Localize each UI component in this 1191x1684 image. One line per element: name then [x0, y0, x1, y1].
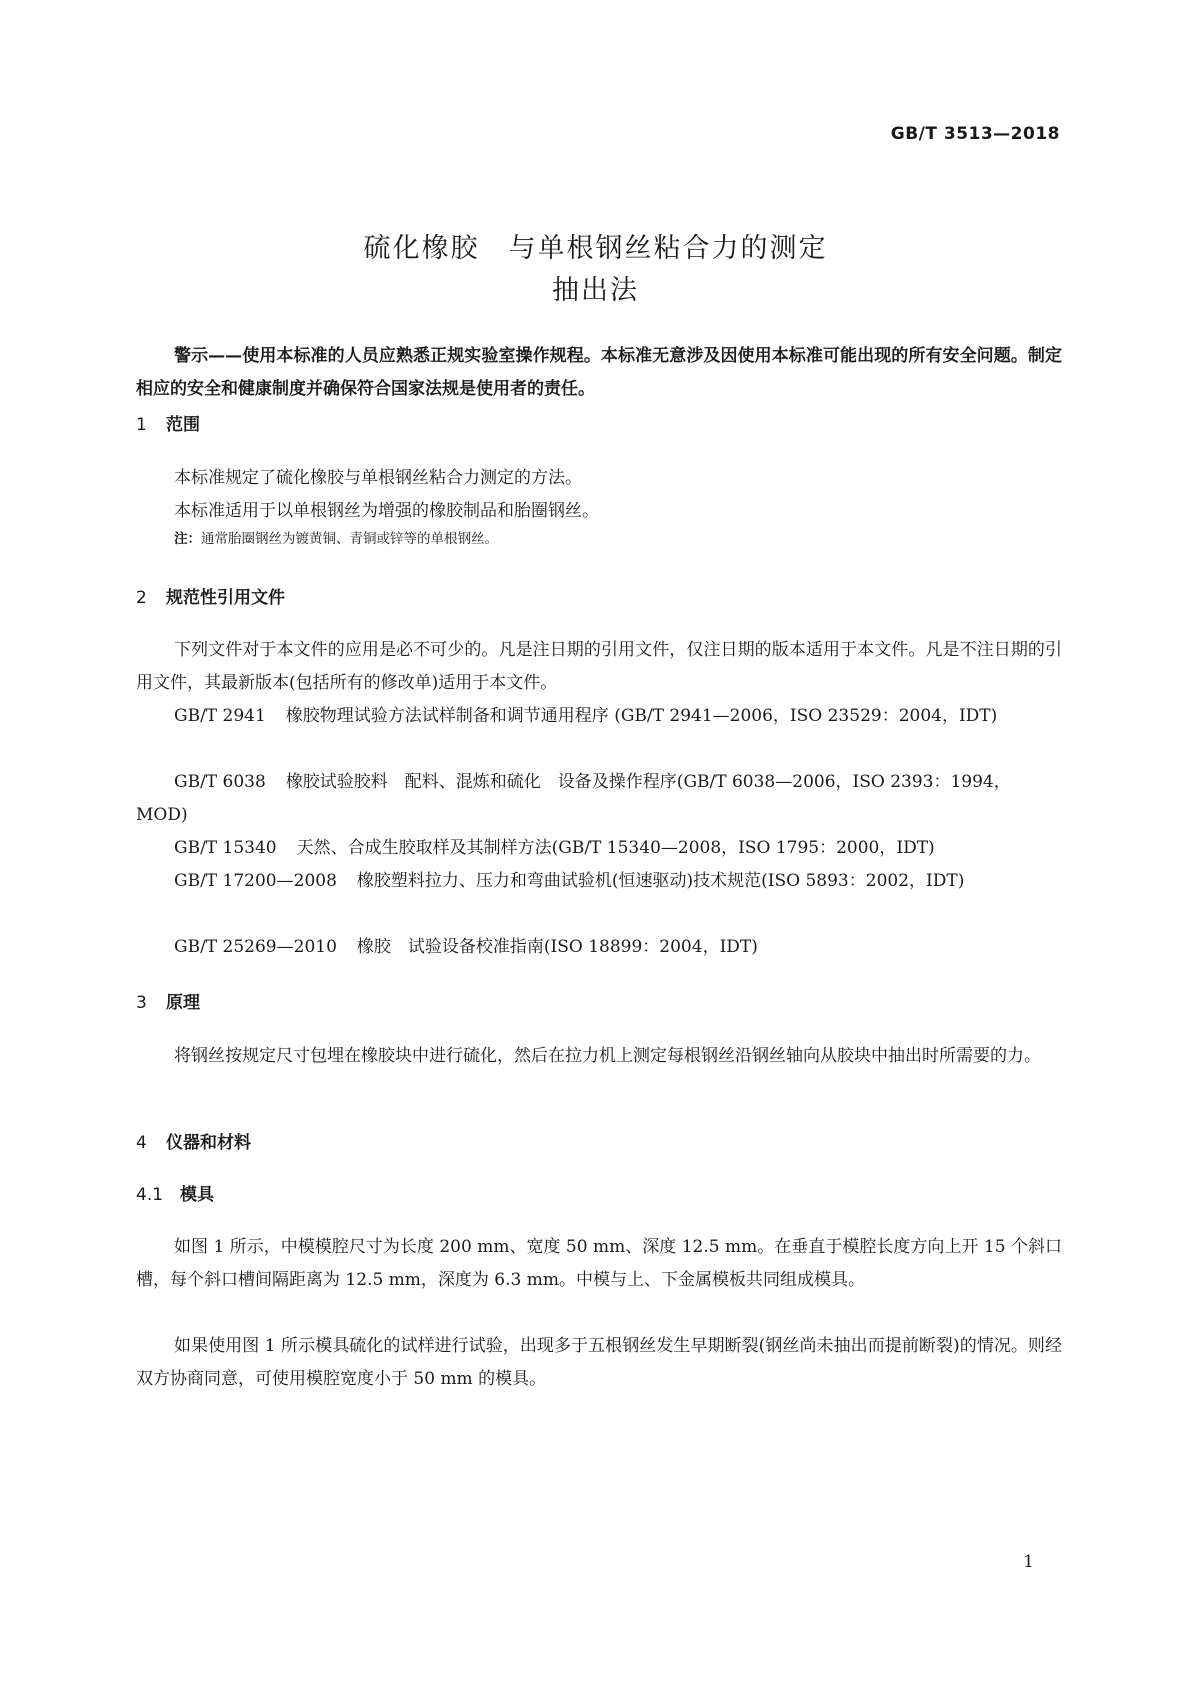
reference-text: 橡胶 试验设备校准指南(ISO 18899：2004，IDT) [356, 937, 758, 957]
scope-paragraph-1: 本标准规定了硫化橡胶与单根钢丝粘合力测定的方法。 [174, 468, 582, 488]
reference-code: GB/T 2941 [174, 706, 266, 726]
reference-code: GB/T 17200—2008 [174, 871, 337, 891]
page-number: 1 [1023, 1552, 1034, 1572]
section-number: 4.1 [136, 1185, 164, 1205]
mould-paragraph-1: 如图 1 所示，中模模腔尺寸为长度 200 mm、宽度 50 mm、深度 12.5 mm。在垂直于模腔长度方向上开 15 个斜口槽，每个斜口槽间隔距离为 12.5 mm，深度为 6.3 mm。中模与上、下金属模板共同组成模具。 [136, 1237, 1062, 1290]
section-3-heading [136, 988, 200, 1013]
reference-code: GB/T 6038 [174, 772, 266, 792]
reference-text: 橡胶物理试验方法试样制备和调节通用程序 (GB/T 2941—2006，ISO 23529：2004，IDT) [285, 706, 998, 726]
section-4-heading [136, 1128, 251, 1153]
section-number: 1 [136, 415, 147, 435]
reference-text: 天然、合成生胶取样及其制样方法(GB/T 15340—2008，ISO 1795：2000，IDT) [296, 838, 935, 858]
section-title: 仪器和材料 [166, 1133, 251, 1153]
mould-paragraph-2: 如果使用图 1 所示模具硫化的试样进行试验，出现多于五根钢丝发生早期断裂(钢丝尚未抽出而提前断裂)的情况。则经双方协商同意，可使用模腔宽度小于 50 mm 的模具。 [136, 1336, 1062, 1389]
section-2-heading [136, 583, 285, 608]
section-number: 2 [136, 588, 147, 608]
reference-text: 橡胶塑料拉力、压力和弯曲试验机(恒速驱动)技术规范(ISO 5893：2002，IDT) [356, 871, 965, 891]
note-label: 注： [174, 531, 201, 547]
scope-paragraph-2: 本标准适用于以单根钢丝为增强的橡胶制品和胎圈钢丝。 [174, 501, 599, 521]
reference-code: GB/T 15340 [174, 838, 277, 858]
scope-note [174, 527, 498, 547]
reference-item [136, 766, 1062, 832]
warning-paragraph: 警示——使用本标准的人员应熟悉正规实验室操作规程。本标准无意涉及因使用本标准可能出现的所有安全问题。制定相应的安全和健康制度并确保符合国家法规是使用者的责任。 [136, 346, 1062, 399]
reference-item [136, 832, 1062, 865]
standard-code: GB/T 3513—2018 [890, 124, 1060, 144]
reference-code: GB/T 25269—2010 [174, 937, 337, 957]
section-title: 原理 [166, 993, 200, 1013]
section-title: 模具 [180, 1185, 214, 1205]
section-number: 4 [136, 1133, 147, 1153]
section-number: 3 [136, 993, 147, 1013]
reference-item [136, 865, 1062, 898]
reference-text: 橡胶试验胶料 配料、混炼和硫化 设备及操作程序(GB/T 6038—2006，ISO 2393：1994，MOD) [136, 772, 1011, 825]
section-title: 范围 [166, 415, 200, 435]
note-text: 通常胎圈钢丝为镀黄铜、青铜或锌等的单根钢丝。 [201, 531, 498, 547]
reference-item [136, 700, 1062, 733]
document-title: 硫化橡胶 与单根钢丝粘合力的测定 [363, 233, 828, 264]
section-4-1-heading [136, 1180, 214, 1205]
document-subtitle: 抽出法 [552, 275, 639, 306]
references-intro: 下列文件对于本文件的应用是必不可少的。凡是注日期的引用文件，仅注日期的版本适用于本文件。凡是不注日期的引用文件，其最新版本(包括所有的修改单)适用于本文件。 [136, 640, 1062, 693]
section-title: 规范性引用文件 [166, 588, 285, 608]
section-1-heading [136, 410, 200, 435]
reference-item [136, 931, 1062, 964]
principle-paragraph: 将钢丝按规定尺寸包埋在橡胶块中进行硫化，然后在拉力机上测定每根钢丝沿钢丝轴向从胶块中抽出时所需要的力。 [174, 1046, 1041, 1066]
